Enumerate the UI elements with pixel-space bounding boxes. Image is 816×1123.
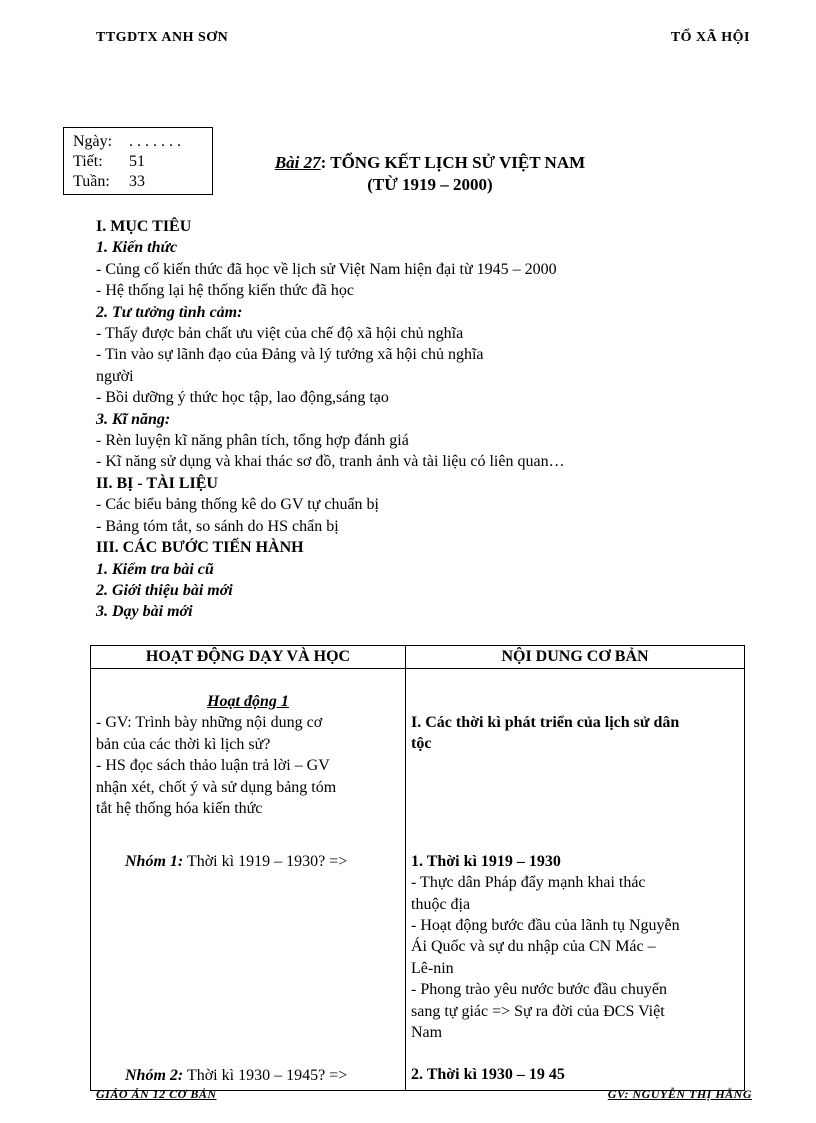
- period1-line: Nam: [411, 1024, 443, 1042]
- table-row: [91, 669, 745, 1091]
- footer-document-name: GIÁO ÁN 12 CƠ BẢN: [96, 1087, 217, 1101]
- date-label: Ngày:: [73, 133, 113, 150]
- section-title-line: tộc: [411, 735, 432, 753]
- heading-objectives: I. MỤC TIÊU: [96, 218, 192, 235]
- activity-title: Hoạt động 1: [207, 693, 289, 710]
- period1-line: - Phong trào yêu nước bước đầu chuyển: [411, 981, 667, 999]
- attitude-item-continued: người: [96, 367, 134, 385]
- column-header-content: NỘI DUNG CƠ BẢN: [406, 646, 745, 669]
- header-school: TTGDTX ANH SƠN: [96, 30, 229, 45]
- activity-line: tắt hệ thống hóa kiến thức: [96, 800, 263, 818]
- activity-line: bản của các thời kì lịch sử?: [96, 735, 271, 753]
- lesson-title-line1: : TỔNG KẾT LỊCH SỬ VIỆT NAM: [320, 153, 586, 172]
- period-row: [73, 152, 212, 172]
- group1-text: Thời kì 1919 – 1930? =>: [183, 853, 348, 871]
- procedure-step: 1. Kiểm tra bài cũ: [96, 560, 214, 578]
- footer-teacher-name: GV: NGUYỄN THỊ HẰNG: [607, 1087, 752, 1101]
- lesson-number: Bài 27: [274, 153, 321, 172]
- period-label: Tiết:: [73, 153, 103, 170]
- activity-line: - HS đọc sách thảo luận trả lời – GV: [96, 757, 330, 775]
- heading-materials: II. BỊ - TÀI LIỆU: [96, 474, 218, 492]
- attitude-item: - Thấy được bản chất ưu việt của chế độ xã hội chủ nghĩa: [96, 325, 464, 343]
- week-value: 33: [129, 173, 145, 190]
- heading-procedure: III. CÁC BƯỚC TIẾN HÀNH: [96, 539, 304, 557]
- period1-line: sang tự giác => Sự ra đời của ĐCS Việt: [411, 1002, 665, 1020]
- attitude-item: - Tin vào sự lãnh đạo của Đảng và lý tưởng xã hội chủ nghĩa: [96, 346, 484, 364]
- group1-task: [96, 851, 400, 872]
- group2-text: Thời kì 1930 – 1945? =>: [183, 1066, 348, 1084]
- skills-item: - Kĩ năng sử dụng và khai thác sơ đồ, tranh ảnh và tài liệu có liên quan…: [96, 453, 565, 471]
- subheading-skills: 3. Kĩ năng:: [96, 410, 171, 428]
- procedure-step: 3. Dạy bài mới: [96, 603, 193, 621]
- period1-title: 1. Thời kì 1919 – 1930: [411, 852, 561, 870]
- activities-cell: [91, 669, 406, 1091]
- content-cell: [406, 669, 745, 1091]
- subheading-knowledge: 1. Kiến thức: [96, 239, 178, 257]
- group1-label: Nhóm 1:: [125, 853, 184, 871]
- period1-line: - Hoạt động bước đầu của lãnh tụ Nguyễn: [411, 917, 680, 935]
- knowledge-item: - Hệ thống lại hệ thống kiến thức đã học: [96, 282, 354, 300]
- subheading-attitude: 2. Tư tưởng tình cảm:: [96, 303, 243, 321]
- lesson-title-line2: (TỪ 1919 – 2000): [367, 175, 493, 194]
- lesson-body: [96, 216, 756, 623]
- lesson-info-box: [63, 127, 213, 195]
- skills-item: - Rèn luyện kĩ năng phân tích, tổng hợp đánh giá: [96, 432, 409, 450]
- week-row: [73, 172, 212, 192]
- period2-title: 2. Thời kì 1930 – 19 45: [411, 1066, 565, 1084]
- materials-item: - Bảng tóm tắt, so sánh do HS chẩn bị: [96, 517, 339, 535]
- section-title-line: I. Các thời kì phát triển của lịch sử dân: [411, 714, 680, 731]
- week-label: Tuần:: [73, 173, 110, 190]
- procedure-step: 2. Giới thiệu bài mới: [96, 581, 233, 599]
- group2-label: Nhóm 2:: [125, 1066, 184, 1084]
- period-value: 51: [129, 153, 145, 170]
- lesson-title: [220, 152, 640, 196]
- knowledge-item: - Củng cố kiến thức đã học về lịch sử Việt Nam hiện đại từ 1945 – 2000: [96, 260, 557, 278]
- column-header-activities: HOẠT ĐỘNG DẠY VÀ HỌC: [91, 646, 406, 669]
- header-department: TỔ XÃ HỘI: [670, 30, 750, 45]
- lesson-table: [90, 645, 745, 1091]
- group2-task: [96, 1065, 400, 1086]
- materials-item: - Các biểu bảng thống kê do GV tự chuẩn bị: [96, 496, 379, 514]
- table-header-row: [91, 646, 745, 669]
- activity-line: nhận xét, chốt ý và sử dụng bảng tóm: [96, 778, 337, 796]
- attitude-item: - Bồi dưỡng ý thức học tập, lao động,sáng tạo: [96, 389, 389, 407]
- period1-line: thuộc địa: [411, 895, 471, 913]
- period1-line: Lê-nin: [411, 959, 454, 977]
- date-value: . . . . . . .: [129, 133, 181, 150]
- period1-line: - Thực dân Pháp đẩy mạnh khai thác: [411, 874, 646, 892]
- date-row: [73, 132, 212, 152]
- period1-line: Ái Quốc và sự du nhập của CN Mác –: [411, 938, 656, 956]
- activity-line: - GV: Trình bày những nội dung cơ: [96, 714, 323, 732]
